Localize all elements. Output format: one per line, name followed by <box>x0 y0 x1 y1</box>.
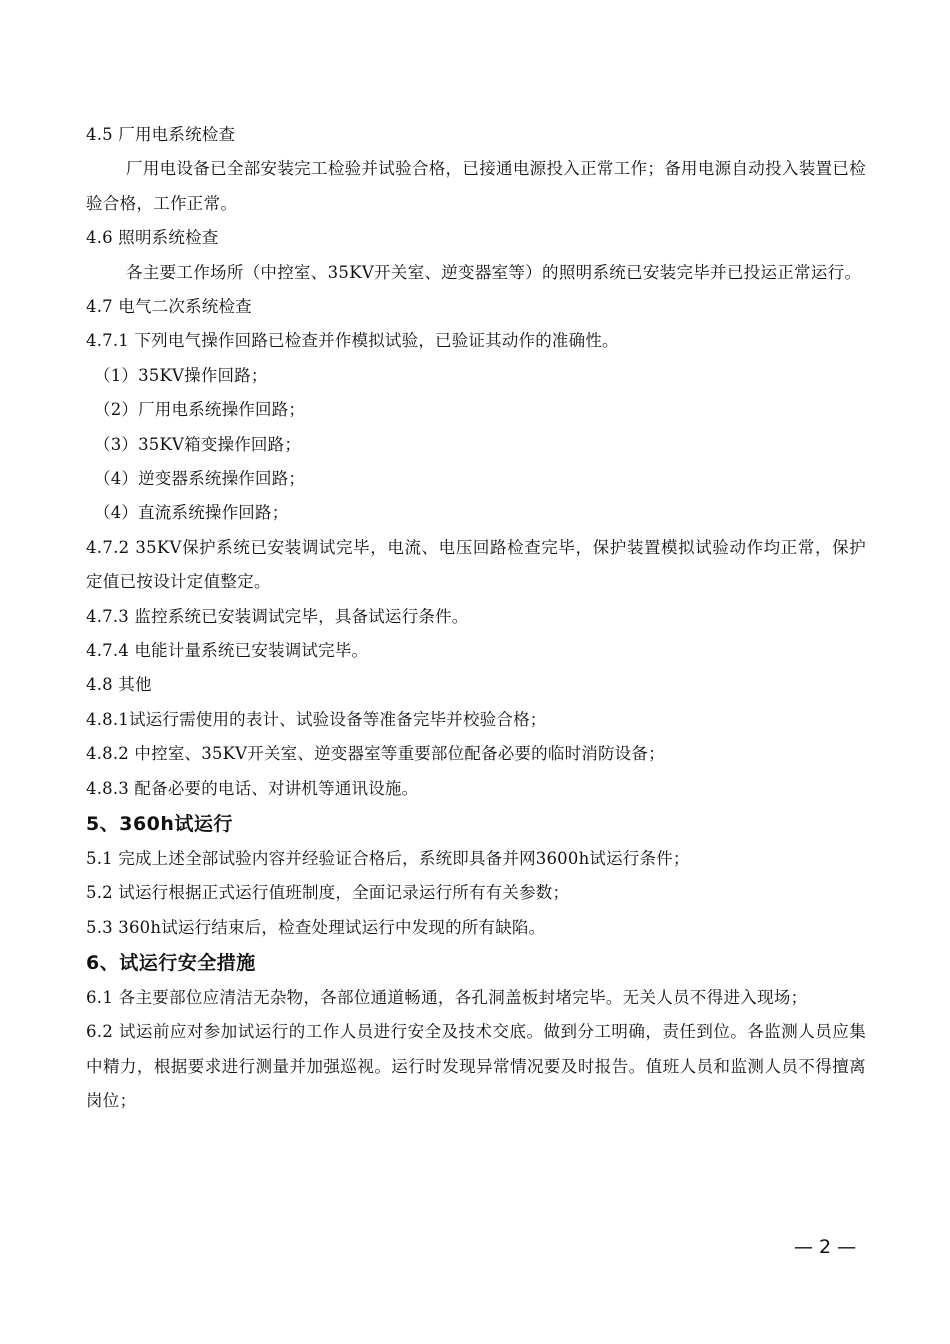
section-4-7-3-paragraph: 4.7.3 监控系统已安装调试完毕，具备试运行条件。 <box>86 606 469 626</box>
section-6-heading: 6、试运行安全措施 <box>86 952 256 975</box>
list-item: （4）直流系统操作回路； <box>94 503 289 523</box>
document-body <box>86 118 866 1119</box>
section-6-1-paragraph: 6.1 各主要部位应清洁无杂物，各部位通道畅通，各孔洞盖板封堵完毕。无关人员不得进入现场； <box>86 988 808 1008</box>
section-6-2-paragraph: 6.2 试运前应对参加试运行的工作人员进行安全及技术交底。做到分工明确，责任到位。各监测人员应集中精力，根据要求进行测量并加强巡视。运行时发现异常情况要及时报告。值班人员和监测人员不得擅离岗位； <box>86 1022 866 1111</box>
list-item: （2）厂用电系统操作回路； <box>94 400 306 420</box>
list-item: （4）逆变器系统操作回路； <box>94 468 306 488</box>
section-5-3-paragraph: 5.3 360h试运行结束后，检查处理试运行中发现的所有缺陷。 <box>86 917 546 937</box>
section-4-6-paragraph: 各主要工作场所（中控室、35KV开关室、逆变器室等）的照明系统已安装完毕并已投运正常运行。 <box>126 262 862 282</box>
section-4-6-heading: 4.6 照明系统检查 <box>86 228 219 248</box>
list-item: （3）35KV箱变操作回路； <box>94 434 302 454</box>
section-4-8-3-paragraph: 4.8.3 配备必要的电话、对讲机等通讯设施。 <box>86 778 419 798</box>
section-4-8-2-paragraph: 4.8.2 中控室、35KV开关室、逆变器室等重要部位配备必要的临时消防设备； <box>86 744 665 764</box>
section-4-8-heading: 4.8 其他 <box>86 675 152 695</box>
list-item: （1）35KV操作回路； <box>94 365 268 385</box>
section-4-7-heading: 4.7 电气二次系统检查 <box>86 297 252 316</box>
section-5-2-paragraph: 5.2 试运行根据正式运行值班制度，全面记录运行所有有关参数； <box>86 883 570 903</box>
section-5-1-paragraph: 5.1 完成上述全部试验内容并经验证合格后，系统即具备并网3600h试运行条件； <box>86 848 690 868</box>
section-5-heading: 5、360h试运行 <box>86 812 233 835</box>
section-4-7-1-paragraph: 4.7.1 下列电气操作回路已检查并作模拟试验，已验证其动作的准确性。 <box>86 331 619 351</box>
section-4-8-1-paragraph: 4.8.1试运行需使用的表计、试验设备等准备完毕并校验合格； <box>86 709 547 729</box>
section-4-5-paragraph: 厂用电设备已全部安装完工检验并试验合格，已接通电源投入正常工作；备用电源自动投入装置已检验合格，工作正常。 <box>86 159 866 213</box>
section-4-7-4-paragraph: 4.7.4 电能计量系统已安装调试完毕。 <box>86 640 369 660</box>
page-number: — 2 — <box>794 1236 857 1258</box>
section-4-7-2-paragraph: 4.7.2 35KV保护系统已安装调试完毕，电流、电压回路检查完毕，保护装置模拟试验动作均正常，保护定值已按设计定值整定。 <box>86 537 866 592</box>
section-4-5-heading: 4.5 厂用电系统检查 <box>86 125 236 144</box>
